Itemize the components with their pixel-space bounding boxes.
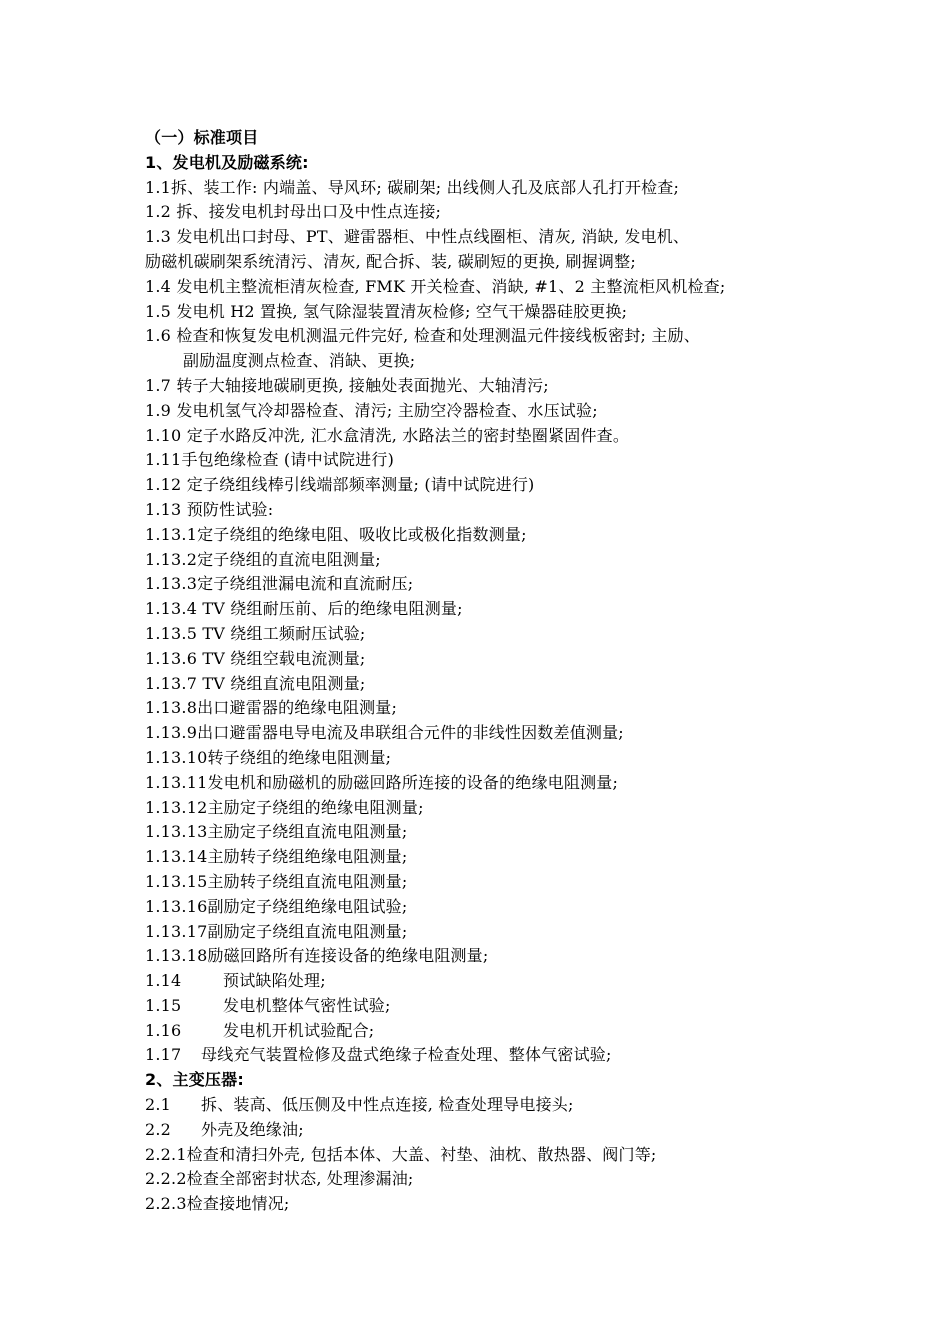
document-page bbox=[145, 126, 845, 1217]
list-item bbox=[145, 498, 845, 523]
list-item bbox=[145, 374, 845, 399]
item-number: 1.12 bbox=[145, 475, 182, 495]
item-number: 1.13.2 bbox=[145, 549, 198, 569]
item-number: 2.2.1 bbox=[145, 1144, 187, 1164]
list-item bbox=[145, 622, 845, 647]
item-text: 定子绕组泄漏电流和直流耐压; bbox=[197, 574, 414, 594]
list-item bbox=[145, 424, 845, 449]
item-number: 1.13.7 bbox=[145, 673, 198, 693]
item-number: 1.13.18 bbox=[145, 946, 208, 966]
list-item bbox=[145, 870, 845, 895]
item-text: 母线充气装置检修及盘式绝缘子检查处理、整体气密试验; bbox=[201, 1045, 612, 1065]
item-text: TV 绕组耐压前、后的绝缘电阻测量; bbox=[197, 599, 463, 619]
item-text: 发电机 H2 置换, 氢气除湿装置清灰检修; 空气干燥器硅胶更换; bbox=[171, 301, 628, 321]
item-text: 发电机出口封母、PT、避雷器柜、中性点线圈柜、清灰, 消缺, 发电机、 bbox=[171, 227, 690, 247]
list-item bbox=[145, 969, 845, 994]
item-text: 检查和恢复发电机测温元件完好, 检查和处理测温元件接线板密封; 主励、 bbox=[171, 326, 700, 346]
item-text: 励磁机碳刷架系统清污、清灰, 配合拆、装, 碳刷短的更换, 刷握调整; bbox=[145, 251, 636, 271]
item-number: 1.11 bbox=[145, 450, 182, 470]
item-text: 定子绕组的直流电阻测量; bbox=[197, 549, 381, 569]
item-text: 发电机主整流柜清灰检查, FMK 开关检查、消缺, #1、2 主整流柜风机检查; bbox=[171, 276, 726, 296]
item-text: 转子绕组的绝缘电阻测量; bbox=[207, 747, 392, 767]
item-number: 1.13.5 bbox=[145, 623, 198, 643]
item-text: TV 绕组工频耐压试验; bbox=[197, 623, 366, 643]
item-number: 2.2 bbox=[145, 1119, 172, 1139]
item-number: 1.13.1 bbox=[145, 524, 198, 544]
item-number: 2.2.2 bbox=[145, 1169, 187, 1189]
item-number: 1.13.6 bbox=[145, 648, 198, 668]
list-item bbox=[145, 1143, 845, 1168]
list-item bbox=[145, 548, 845, 573]
item-text: 发电机氢气冷却器检查、清污; 主励空冷器检查、水压试验; bbox=[171, 400, 598, 420]
section-title-text: （一）标准项目 bbox=[145, 128, 259, 147]
list-item bbox=[145, 672, 845, 697]
item-text: 检查全部密封状态, 处理渗漏油; bbox=[186, 1169, 414, 1189]
list-item bbox=[145, 845, 845, 870]
item-number: 1.13.11 bbox=[145, 772, 208, 792]
item-text: TV 绕组直流电阻测量; bbox=[197, 673, 366, 693]
list-item-continuation bbox=[145, 349, 845, 374]
item-number: 1.13.10 bbox=[145, 747, 208, 767]
item-text: 外壳及绝缘油; bbox=[201, 1119, 304, 1139]
item-number: 1.13.17 bbox=[145, 921, 208, 941]
list-item bbox=[145, 399, 845, 424]
item-number: 1.13.3 bbox=[145, 574, 198, 594]
item-number: 1.13.14 bbox=[145, 847, 208, 867]
list-item bbox=[145, 324, 845, 349]
item-number: 1.2 bbox=[145, 202, 172, 222]
list-item bbox=[145, 300, 845, 325]
item-number: 1.7 bbox=[145, 375, 172, 395]
item-number: 1.14 bbox=[145, 971, 182, 991]
subsection-heading-generator bbox=[145, 151, 845, 176]
item-number: 1.5 bbox=[145, 301, 172, 321]
item-text: 手包绝缘检查 (请中试院进行) bbox=[181, 450, 395, 470]
item-text: 拆、接发电机封母出口及中性点连接; bbox=[171, 202, 442, 222]
list-item-continuation bbox=[145, 250, 845, 275]
list-item bbox=[145, 176, 845, 201]
item-text: 主励转子绕组绝缘电阻测量; bbox=[207, 847, 408, 867]
list-item bbox=[145, 920, 845, 945]
list-item bbox=[145, 473, 845, 498]
item-number: 1.15 bbox=[145, 995, 182, 1015]
item-number: 1.1 bbox=[145, 177, 172, 197]
item-text: 副励定子绕组绝缘电阻试验; bbox=[207, 896, 408, 916]
list-item bbox=[145, 994, 845, 1019]
list-item bbox=[145, 796, 845, 821]
list-item bbox=[145, 944, 845, 969]
item-text: 出口避雷器的绝缘电阻测量; bbox=[197, 698, 398, 718]
heading-text: 1、发电机及励磁系统: bbox=[145, 152, 309, 172]
list-item bbox=[145, 1118, 845, 1143]
item-text: 发电机和励磁机的励磁回路所连接的设备的绝缘电阻测量; bbox=[207, 772, 619, 792]
item-text: 副励定子绕组直流电阻测量; bbox=[207, 921, 408, 941]
item-number: 1.10 bbox=[145, 425, 182, 445]
item-text: 拆、装高、低压侧及中性点连接, 检查处理导电接头; bbox=[201, 1095, 574, 1115]
item-number: 1.16 bbox=[145, 1020, 182, 1040]
item-text: 出口避雷器电导电流及串联组合元件的非线性因数差值测量; bbox=[197, 723, 624, 743]
item-number: 1.13.4 bbox=[145, 599, 198, 619]
list-item bbox=[145, 200, 845, 225]
list-item bbox=[145, 895, 845, 920]
item-text: 主励定子绕组的绝缘电阻测量; bbox=[207, 797, 424, 817]
item-text: 发电机整体气密性试验; bbox=[223, 995, 391, 1015]
item-text: 拆、装工作: 内端盖、导风环; 碳刷架; 出线侧人孔及底部人孔打开检查; bbox=[171, 177, 680, 197]
item-text: 主励定子绕组直流电阻测量; bbox=[207, 822, 408, 842]
list-item bbox=[145, 1043, 845, 1068]
item-number: 1.3 bbox=[145, 227, 172, 247]
heading-text: 2、主变压器: bbox=[145, 1070, 244, 1090]
item-text: 定子绕组线棒引线端部频率测量; (请中试院进行) bbox=[181, 475, 535, 495]
item-number: 1.9 bbox=[145, 400, 172, 420]
list-item bbox=[145, 597, 845, 622]
item-text: 定子绕组的绝缘电阻、吸收比或极化指数测量; bbox=[197, 524, 527, 544]
item-number: 1.13.15 bbox=[145, 871, 208, 891]
item-number: 1.13.8 bbox=[145, 698, 198, 718]
item-number: 1.13.12 bbox=[145, 797, 208, 817]
item-text: 预试缺陷处理; bbox=[223, 971, 326, 991]
item-text: 副励温度测点检查、消缺、更换; bbox=[183, 351, 416, 371]
list-item bbox=[145, 572, 845, 597]
subsection-heading-transformer bbox=[145, 1068, 845, 1093]
list-item bbox=[145, 1167, 845, 1192]
list-item bbox=[145, 275, 845, 300]
item-text: 检查和清扫外壳, 包括本体、大盖、衬垫、油枕、散热器、阀门等; bbox=[186, 1144, 657, 1164]
item-number: 2.1 bbox=[145, 1095, 172, 1115]
list-item bbox=[145, 696, 845, 721]
section-title bbox=[145, 126, 845, 151]
item-number: 1.13.16 bbox=[145, 896, 208, 916]
item-number: 1.4 bbox=[145, 276, 172, 296]
item-text: 转子大轴接地碳刷更换, 接触处表面抛光、大轴清污; bbox=[171, 375, 549, 395]
item-text: 主励转子绕组直流电阻测量; bbox=[207, 871, 408, 891]
list-item bbox=[145, 820, 845, 845]
item-number: 2.2.3 bbox=[145, 1194, 187, 1214]
item-text: 定子水路反冲洗, 汇水盒清洗, 水路法兰的密封垫圈紧固件查。 bbox=[181, 425, 630, 445]
list-item bbox=[145, 721, 845, 746]
item-number: 1.13.9 bbox=[145, 723, 198, 743]
list-item bbox=[145, 225, 845, 250]
item-number: 1.13 bbox=[145, 499, 182, 519]
item-number: 1.17 bbox=[145, 1045, 182, 1065]
item-text: 检查接地情况; bbox=[186, 1194, 290, 1214]
item-number: 1.6 bbox=[145, 326, 172, 346]
list-item bbox=[145, 1093, 845, 1118]
list-item bbox=[145, 647, 845, 672]
item-text: 励磁回路所有连接设备的绝缘电阻测量; bbox=[207, 946, 489, 966]
list-item bbox=[145, 771, 845, 796]
list-item bbox=[145, 746, 845, 771]
item-text: 预防性试验: bbox=[181, 499, 274, 519]
list-item bbox=[145, 523, 845, 548]
item-number: 1.13.13 bbox=[145, 822, 208, 842]
item-text: TV 绕组空载电流测量; bbox=[197, 648, 366, 668]
list-item bbox=[145, 1019, 845, 1044]
list-item bbox=[145, 1192, 845, 1217]
item-text: 发电机开机试验配合; bbox=[223, 1020, 375, 1040]
list-item bbox=[145, 448, 845, 473]
